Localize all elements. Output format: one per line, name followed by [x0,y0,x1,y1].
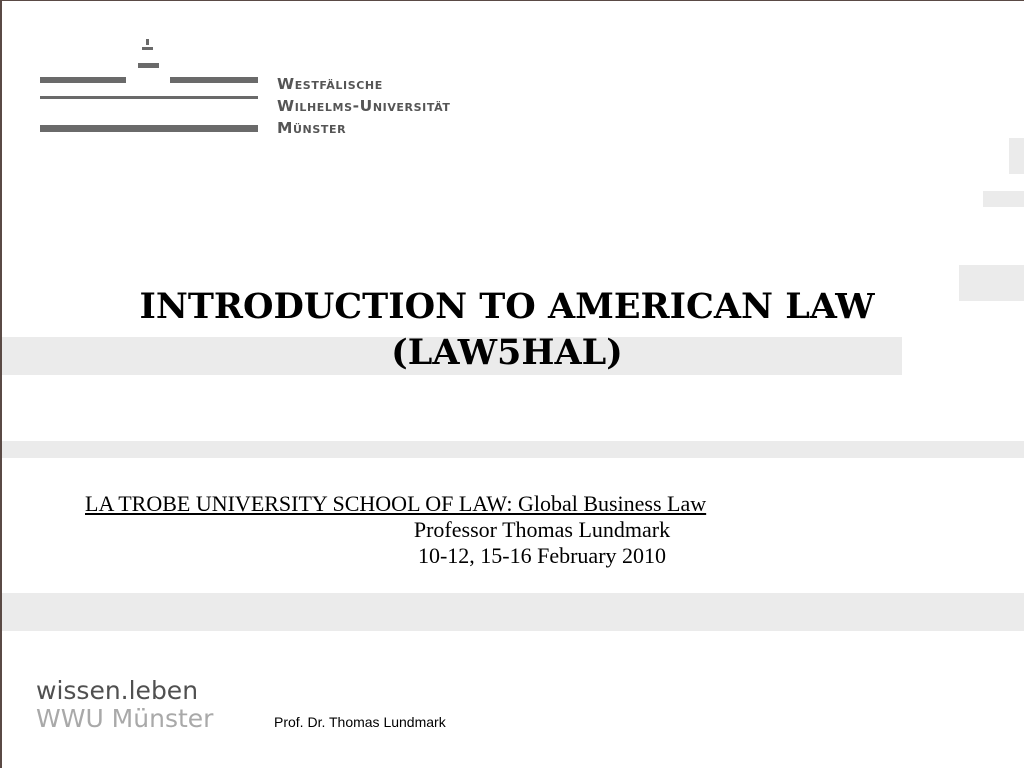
slogan [36,677,213,733]
slogan-line1: wissen.leben [36,676,199,705]
professor-name: Professor Thomas Lundmark [413,517,671,542]
background-band-lower [2,593,1024,631]
university-name-line1: Westfälische [277,75,383,93]
background-band-upper [2,441,1024,458]
university-name-line3: Münster [277,119,347,137]
university-logo-icon [38,37,260,137]
background-band-right-1 [1009,138,1024,174]
university-name [277,73,450,139]
slide-title-line2: (LAW5HAL) [391,332,623,373]
university-name-line2: Wilhelms-Universität [277,97,451,115]
slogan-line2: WWU Münster [36,704,214,733]
slide-title-line1: INTRODUCTION TO AMERICAN LAW [139,286,875,327]
slide-title [2,284,1012,376]
footer-author: Prof. Dr. Thomas Lundmark [274,714,446,730]
school-heading: LA TROBE UNIVERSITY SCHOOL OF LAW: Global Business Law [85,491,707,516]
course-dates: 10-12, 15-16 February 2010 [417,543,667,568]
background-band-right-2 [983,191,1024,207]
